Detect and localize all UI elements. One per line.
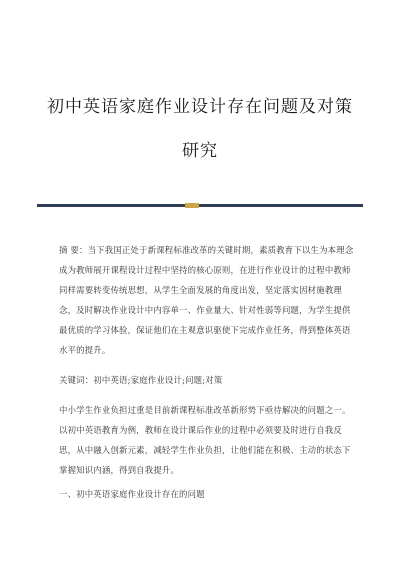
title-divider bbox=[37, 203, 363, 208]
abstract-line: 水平的提升。 bbox=[59, 345, 111, 355]
paragraph-line: 中小学生作业负担过重是目前新课程标准改革新形势下亟待解决的问题之一。 bbox=[59, 405, 351, 415]
paragraph-line: 掌握知识内涵，得到自我提升。 bbox=[59, 465, 180, 475]
divider-right-bar bbox=[199, 204, 363, 207]
abstract bbox=[59, 240, 354, 360]
section-heading bbox=[59, 484, 349, 504]
keywords bbox=[59, 370, 349, 390]
document-title-continued: 研究 bbox=[182, 141, 218, 161]
abstract-line: 摘 要：当下我国正处于新课程标准改革的关键时期，素质教育下以生为本理念 bbox=[59, 245, 354, 255]
divider-left-bar bbox=[37, 204, 185, 207]
abstract-line: 念，及时解决作业设计中内容单一、作业量大、针对性弱等问题，为学生提供 bbox=[59, 305, 351, 315]
divider-accent-mark bbox=[185, 203, 199, 208]
abstract-line: 最优质的学习体验，保证他们在主观意识驱使下完成作业任务，得到整体英语 bbox=[59, 325, 351, 335]
abstract-line: 成为教师展开课程设计过程中坚持的核心原则，在进行作业设计的过程中教师 bbox=[59, 265, 351, 275]
paragraph-line: 思，从中融入创新元素，减轻学生作业负担，让他们能在积极、主动的状态下 bbox=[59, 445, 351, 455]
paragraph-line: 以初中英语教育为例，教师在设计课后作业的过程中必须要及时进行自我反 bbox=[59, 425, 342, 435]
body-paragraph bbox=[59, 400, 349, 480]
document-title: 初中英语家庭作业设计存在问题及对策 bbox=[47, 97, 353, 117]
abstract-line: 同样需要转变传统思想，从学生全面发展的角度出发，坚定落实因材施教理 bbox=[59, 285, 342, 295]
keywords-line: 关键词：初中英语;家庭作业设计;问题;对策 bbox=[59, 375, 223, 385]
section-heading-text: 一、初中英语家庭作业设计存在的问题 bbox=[59, 489, 205, 499]
